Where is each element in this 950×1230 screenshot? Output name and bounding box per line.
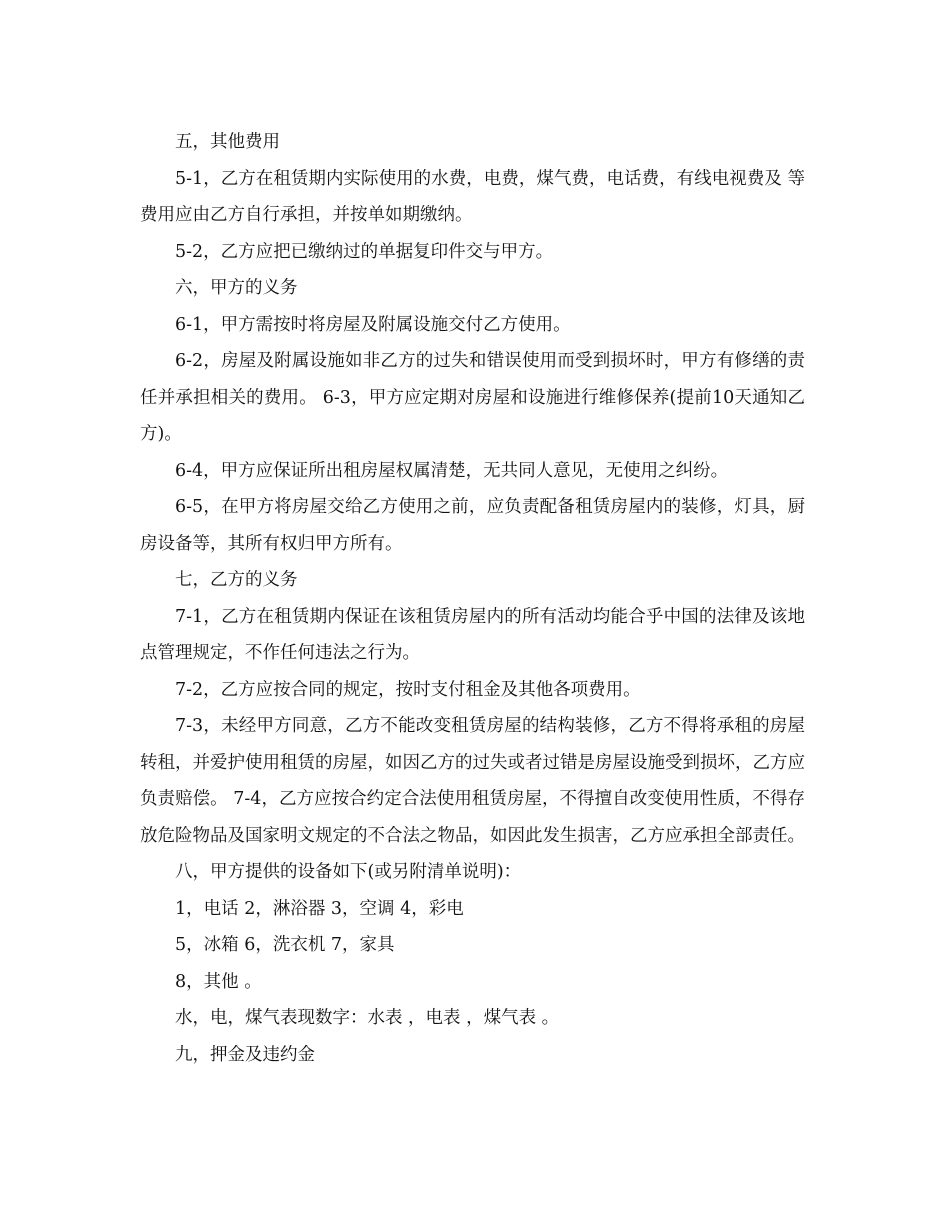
- clause-paragraph: 7-3，未经甲方同意，乙方不能改变租赁房屋的结构装修，乙方不得将承租的房屋转租，并爱护使用租赁的房屋，如因乙方的过失或者过错是房屋设施受到损坏，乙方应负责赔偿。 7-4，乙方应按合约定合法使用租赁房屋，不得擅自改变使用性质，不得存放危险物品及国家明文规定的不合法之物品，如因此发生损害，乙方应承担全部责任。: [140, 716, 805, 846]
- clause-paragraph: 6-4，甲方应保证所出租房屋权属清楚，无共同人意见，无使用之纠纷。: [175, 460, 729, 481]
- clause-paragraph: 6-1，甲方需按时将房屋及附属设施交付乙方使用。: [175, 314, 571, 335]
- equipment-list-line: 5，冰箱 6，洗衣机 7，家具: [175, 935, 395, 955]
- clause-paragraph: 7-2，乙方应按合同的规定，按时支付租金及其他各项费用。: [175, 679, 641, 700]
- equipment-list-line: 8，其他 。: [175, 971, 262, 992]
- section-heading: 八，甲方提供的设备如下(或另附清单说明)：: [175, 862, 522, 882]
- clause-paragraph: 7-1，乙方在租赁期内保证在该租赁房屋内的所有活动均能合乎中国的法律及该地点管理规定，不作任何违法之行为。: [140, 606, 805, 663]
- clause-paragraph: 6-5，在甲方将房屋交给乙方使用之前，应负责配备租赁房屋内的装修，灯具，厨房设备等，其所有权归甲方所有。: [140, 497, 805, 554]
- section-heading: 六，甲方的义务: [175, 278, 298, 298]
- meter-reading-line: 水，电，煤气表现数字：水表 ，电表 ，煤气表 。: [175, 1008, 560, 1028]
- clause-paragraph: 5-2，乙方应把已缴纳过的单据复印件交与甲方。: [175, 241, 554, 262]
- document-body: [140, 124, 805, 1073]
- clause-paragraph: 6-2，房屋及附属设施如非乙方的过失和错误使用而受到损坏时，甲方有修缮的责任并承担相关的费用。 6-3，甲方应定期对房屋和设施进行维修保养(提前10天通知乙方)。: [140, 351, 805, 444]
- clause-paragraph: 5-1，乙方在租赁期内实际使用的水费，电费，煤气费，电话费，有线电视费及 等费用应由乙方自行承担，并按单如期缴纳。: [140, 168, 805, 225]
- section-heading: 七，乙方的义务: [175, 570, 298, 590]
- section-heading: 九，押金及违约金: [175, 1044, 315, 1065]
- equipment-list-line: 1，电话 2，淋浴器 3，空调 4，彩电: [175, 898, 464, 919]
- section-heading: 五，其他费用: [175, 132, 280, 152]
